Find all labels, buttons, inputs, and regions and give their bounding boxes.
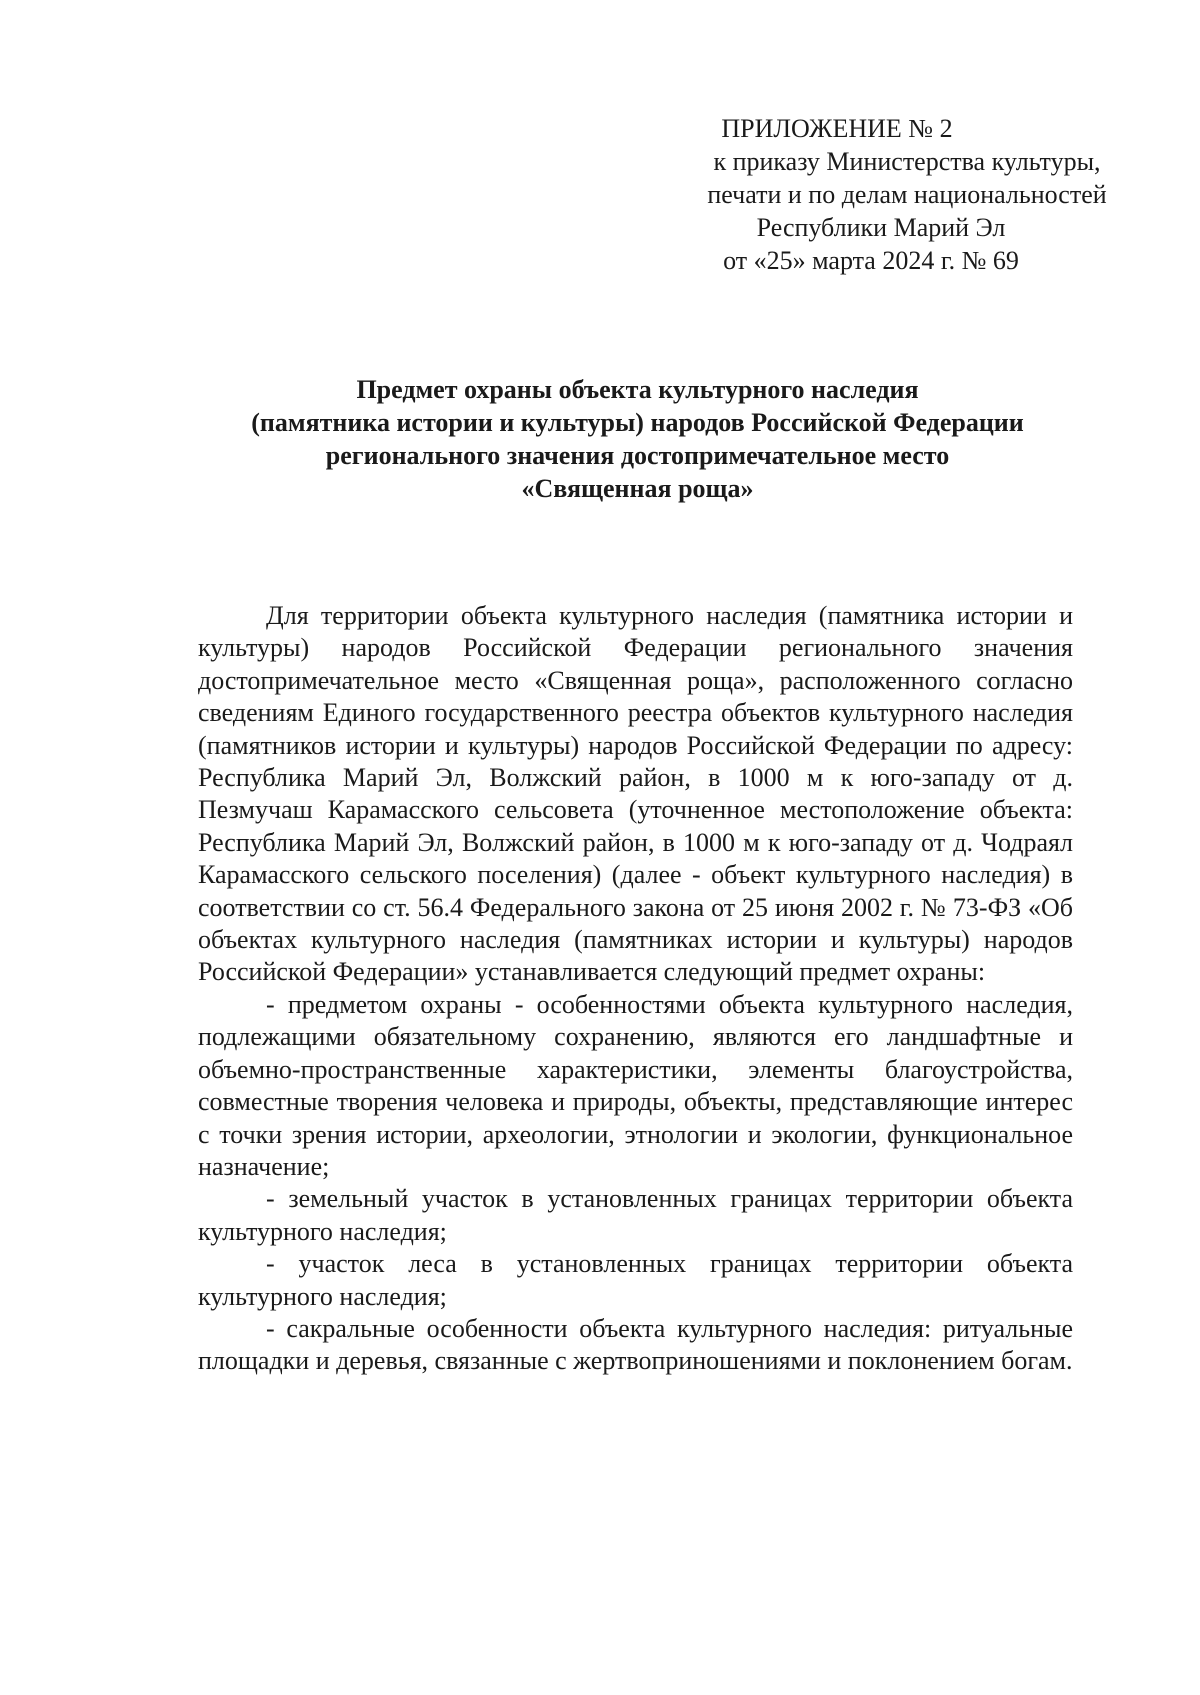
title-line-3: регионального значения достопримечательное место xyxy=(325,441,950,470)
appendix-header xyxy=(600,112,1120,277)
appendix-order-date: от «25» марта 2024 г. № 69 xyxy=(723,246,1019,275)
intro-paragraph: Для территории объекта культурного наследия (памятника истории и культуры) народов Российской Федерации регионального значения достопримечательное место «Священная роща», расположенного согласно сведениям Единого государственного реестра объектов культурного наследия (памятников истории и культуры) народов Российской Федерации по адресу: Республика Марий Эл, Волжский район, в 1000 м к юго-западу от д. Пезмучаш Карамасского сельсовета (уточненное местоположение объекта: Республика Марий Эл, Волжский район, в 1000 м к юго-западу от д. Чодраял Карамасского сельского поселения) (далее - объект культурного наследия) в соответствии со ст. 56.4 Федерального закона от 25 июня 2002 г. № 73-ФЗ «Об объектах культурного наследия (памятниках истории и культуры) народов Российской Федерации» устанавливается следующий предмет охраны: xyxy=(198,601,1073,987)
appendix-number: ПРИЛОЖЕНИЕ № 2 xyxy=(721,114,953,143)
title-line-2: (памятника истории и культуры) народов Российской Федерации xyxy=(251,408,1024,437)
list-item-land-plot: - земельный участок в установленных границах территории объекта культурного наследия; xyxy=(198,1184,1073,1246)
appendix-order-line-2: печати и по делам национальностей xyxy=(707,180,1107,209)
document-body xyxy=(198,600,1073,1378)
list-item-sacral-features: - сакральные особенности объекта культурного наследия: ритуальные площадки и деревья, связанные с жертвоприношениями и поклонением богам. xyxy=(198,1313,1073,1376)
appendix-order-line-3: Республики Марий Эл xyxy=(756,213,1006,242)
title-line-4: «Священная роща» xyxy=(521,474,754,503)
list-item-forest-plot: - участок леса в установленных границах территории объекта культурного наследия; xyxy=(198,1249,1073,1311)
appendix-order-line-1: к приказу Министерства культуры, xyxy=(713,147,1101,176)
document-title xyxy=(150,373,1125,505)
list-item-protection-subject: - предметом охраны - особенностями объекта культурного наследия, подлежащими обязательному сохранению, являются его ландшафтные и объемно-пространственные характеристики, элементы благоустройства, совместные творения человека и природы, объекты, представляющие интерес с точки зрения истории, археологии, этнологии и экологии, функциональное назначение; xyxy=(198,989,1073,1181)
title-line-1: Предмет охраны объекта культурного наследия xyxy=(356,375,919,404)
